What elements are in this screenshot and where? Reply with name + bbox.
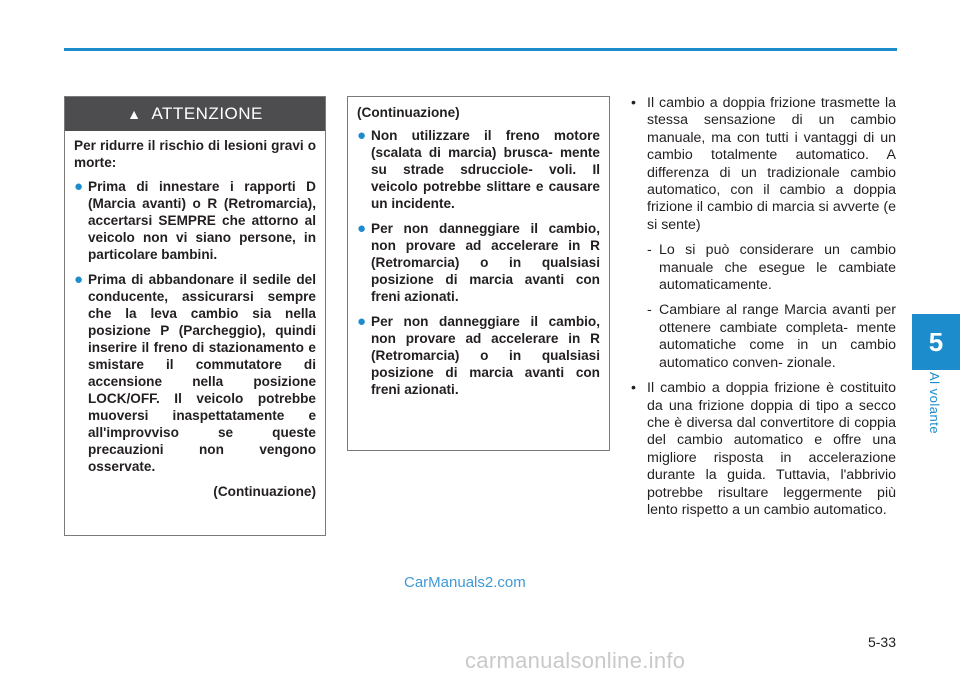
warning-intro: Per ridurre il rischio di lesioni gravi o morte: <box>74 138 316 170</box>
warning-box <box>64 96 326 536</box>
continued-item <box>357 127 600 212</box>
body-paragraph <box>627 380 896 519</box>
sub-item <box>627 302 896 372</box>
bullet-icon: • <box>631 380 636 397</box>
bullet-dot-icon: ● <box>357 127 367 144</box>
bullet-dot-icon: ● <box>357 313 367 330</box>
warning-triangle-icon: ▲ <box>127 106 142 122</box>
body-paragraph <box>627 95 896 234</box>
sub-item-text: Cambiare al range Marcia avanti per ottenere cambiate completa- mente automatiche come in un cambio automatico conven- zionale. <box>659 302 896 371</box>
dash-icon: - <box>647 302 652 319</box>
bullet-dot-icon: ● <box>357 220 367 237</box>
warning-item-text: Prima di abbandonare il sedile del conducente, assicurarsi sempre che la leva cambio sia nella posizione P (Parcheggio), quindi inserire il freno di stazionamento e smistare il commutatore di accensione nella posizione LOCK/OFF. Il veicolo potrebbe muoversi inaspettatamente e all'improvviso se queste precauzioni non vengono osservate. <box>88 272 316 474</box>
continued-list <box>357 127 600 398</box>
bullet-icon: • <box>631 95 636 111</box>
continued-title: (Continuazione) <box>357 105 460 120</box>
chapter-number: 5 <box>928 326 944 357</box>
continued-item-text: Per non danneggiare il cambio, non provare ad accelerare in R (Retromarcia) o in qualsiasi posizione di marcia avanti con freni azionati. <box>371 314 600 397</box>
chapter-tab <box>912 314 960 370</box>
continued-box <box>347 96 610 451</box>
continued-label: (Continuazione) <box>213 484 316 499</box>
footer-watermark: carmanualsonline.info <box>465 648 686 673</box>
chapter-label: Al volante <box>927 372 942 435</box>
continued-content <box>348 97 609 398</box>
continued-item-text: Non utilizzare il freno motore (scalata di marcia) brusca- mente su strade sdrucciole- voli. Il veicolo potrebbe slittare e causare un incidente. <box>371 128 600 211</box>
sub-item-text: Lo si può considerare un cambio manuale che esegue le cambiate automaticamente. <box>659 242 896 294</box>
continued-item <box>357 220 600 305</box>
bullet-dot-icon: ● <box>74 271 84 288</box>
body-paragraph-text: Il cambio a doppia frizione trasmette la stessa sensazione di un cambio manuale, ma con tutti i vantaggi di un cambio totalmente automatico. A differenza di un tradizionale cambio automatico, con il cambio a doppia frizione il cambio di marcia si avverte (e si sente) <box>647 95 896 233</box>
warning-title: ATTENZIONE <box>151 104 263 123</box>
warning-content <box>65 131 325 500</box>
body-paragraph-text: Il cambio a doppia frizione è costituito da una frizione doppia di tipo a secco che è diversa dal convertitore di coppia del cambio automatico e offre una migliore risposta in accelerazione durante la guida. Tuttavia, l'abbrivio potrebbe risultare leggermente più lento rispetto a un cambio automatico. <box>647 380 896 518</box>
continued-item <box>357 313 600 398</box>
warning-list <box>74 178 316 475</box>
warning-item-text: Prima di innestare i rapporti D (Marcia avanti) o R (Retromarcia), accertarsi SEMPRE che attorno al veicolo non vi siano persone, in particolare bambini. <box>88 179 316 262</box>
continued-item-text: Per non danneggiare il cambio, non provare ad accelerare in R (Retromarcia) o in qualsiasi posizione di marcia avanti con freni azionati. <box>371 221 600 304</box>
top-rule <box>64 48 897 51</box>
page-number: 5-33 <box>867 634 896 650</box>
dash-icon: - <box>647 242 652 259</box>
right-column <box>627 95 896 527</box>
watermark: CarManuals2.com <box>404 574 526 591</box>
warning-item <box>74 178 316 263</box>
warning-header <box>65 97 325 131</box>
warning-item <box>74 271 316 475</box>
sub-item <box>627 242 896 294</box>
bullet-dot-icon: ● <box>74 178 84 195</box>
